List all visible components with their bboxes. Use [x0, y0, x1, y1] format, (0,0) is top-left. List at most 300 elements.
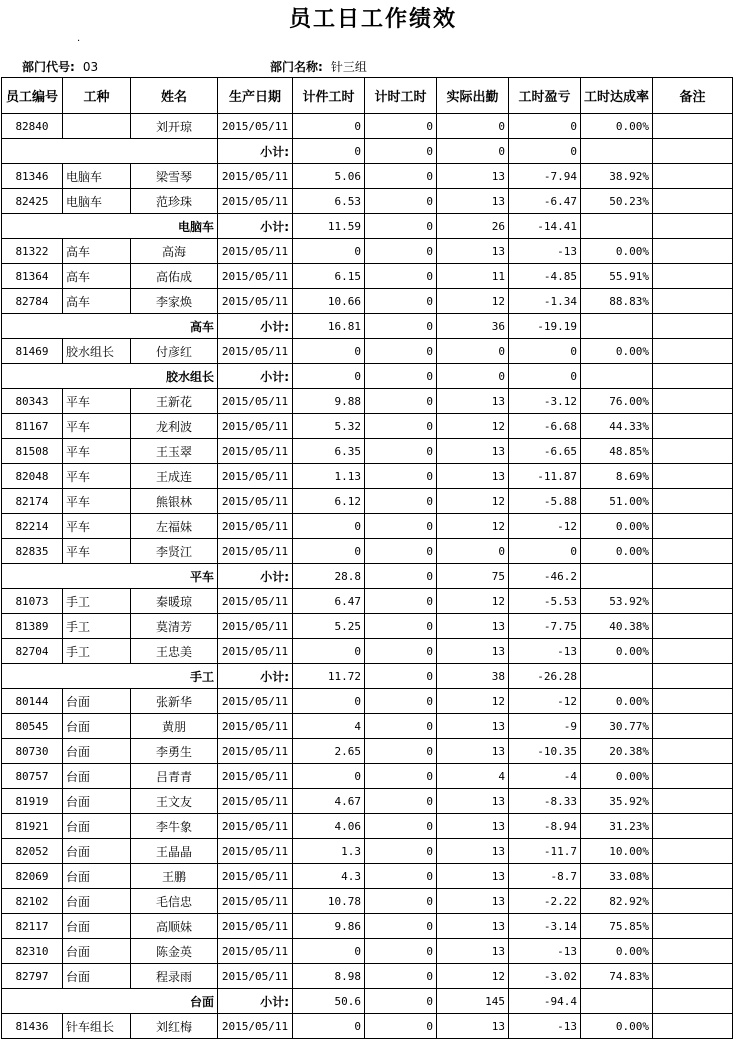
cell-employee-id: 81469 [2, 339, 63, 364]
cell-hours-variance: -13 [509, 639, 581, 664]
subtotal-piece-hours: 28.8 [293, 564, 365, 589]
table-row [2, 589, 733, 614]
performance-table [1, 77, 733, 1039]
cell-piece-hours: 6.47 [293, 589, 365, 614]
subtotal-hours-variance: -14.41 [509, 214, 581, 239]
cell-remarks [653, 964, 733, 989]
cell-attendance: 13 [437, 864, 509, 889]
cell-piece-hours: 10.66 [293, 289, 365, 314]
cell-production-date: 2015/05/11 [218, 714, 293, 739]
cell-piece-hours: 5.32 [293, 414, 365, 439]
cell-achievement-rate: 82.92% [581, 889, 653, 914]
cell-attendance: 13 [437, 889, 509, 914]
cell-achievement-rate: 10.00% [581, 839, 653, 864]
cell-hours-variance: -13 [509, 939, 581, 964]
cell-name: 程录雨 [131, 964, 218, 989]
cell-remarks [653, 864, 733, 889]
cell-production-date: 2015/05/11 [218, 614, 293, 639]
table-row [2, 639, 733, 664]
subtotal-piece-hours: 16.81 [293, 314, 365, 339]
header-row [2, 78, 733, 114]
subtotal-hours-variance: -46.2 [509, 564, 581, 589]
cell-production-date: 2015/05/11 [218, 339, 293, 364]
cell-job-type: 平车 [63, 489, 131, 514]
cell-attendance: 11 [437, 264, 509, 289]
cell-production-date: 2015/05/11 [218, 689, 293, 714]
cell-hours-variance: -8.7 [509, 864, 581, 889]
subtotal-label: 小计: [218, 564, 293, 589]
cell-job-type: 台面 [63, 914, 131, 939]
cell-employee-id: 81073 [2, 589, 63, 614]
table-row [2, 839, 733, 864]
subtotal-label: 小计: [218, 364, 293, 389]
cell-achievement-rate: 76.00% [581, 389, 653, 414]
cell-timed-hours: 0 [365, 714, 437, 739]
table-row [2, 789, 733, 814]
cell-timed-hours: 0 [365, 1014, 437, 1039]
cell-production-date: 2015/05/11 [218, 964, 293, 989]
cell-timed-hours: 0 [365, 939, 437, 964]
cell-job-type: 台面 [63, 689, 131, 714]
cell-job-type: 台面 [63, 789, 131, 814]
cell-attendance: 13 [437, 439, 509, 464]
cell-job-type: 手工 [63, 639, 131, 664]
cell-achievement-rate: 0.00% [581, 339, 653, 364]
cell-remarks [653, 614, 733, 639]
subtotal-hours-variance: 0 [509, 364, 581, 389]
cell-timed-hours: 0 [365, 114, 437, 139]
cell-name: 熊银林 [131, 489, 218, 514]
subtotal-timed-hours: 0 [365, 664, 437, 689]
cell-hours-variance: -13 [509, 1014, 581, 1039]
cell-piece-hours: 9.88 [293, 389, 365, 414]
cell-attendance: 13 [437, 914, 509, 939]
cell-achievement-rate: 44.33% [581, 414, 653, 439]
cell-name: 毛信忠 [131, 889, 218, 914]
subtotal-timed-hours: 0 [365, 139, 437, 164]
subtotal-rate-cell [581, 214, 653, 239]
cell-production-date: 2015/05/11 [218, 539, 293, 564]
cell-attendance: 13 [437, 464, 509, 489]
subtotal-row [2, 564, 733, 589]
cell-name: 黄朋 [131, 714, 218, 739]
table-row [2, 389, 733, 414]
cell-production-date: 2015/05/11 [218, 1014, 293, 1039]
cell-attendance: 13 [437, 239, 509, 264]
subtotal-rate-cell [581, 989, 653, 1014]
table-row [2, 939, 733, 964]
cell-piece-hours: 5.06 [293, 164, 365, 189]
cell-name: 吕青青 [131, 764, 218, 789]
cell-name: 王玉翠 [131, 439, 218, 464]
subtotal-piece-hours: 0 [293, 139, 365, 164]
cell-hours-variance: -1.34 [509, 289, 581, 314]
cell-remarks [653, 489, 733, 514]
cell-job-type: 高车 [63, 264, 131, 289]
cell-hours-variance: -12 [509, 689, 581, 714]
cell-attendance: 12 [437, 414, 509, 439]
cell-timed-hours: 0 [365, 389, 437, 414]
cell-name: 秦暖琼 [131, 589, 218, 614]
cell-piece-hours: 6.15 [293, 264, 365, 289]
subtotal-group-label: 电脑车 [2, 214, 218, 239]
cell-piece-hours: 2.65 [293, 739, 365, 764]
cell-piece-hours: 0 [293, 339, 365, 364]
cell-name: 张新华 [131, 689, 218, 714]
cell-production-date: 2015/05/11 [218, 589, 293, 614]
cell-name: 陈金英 [131, 939, 218, 964]
cell-attendance: 13 [437, 639, 509, 664]
cell-production-date: 2015/05/11 [218, 914, 293, 939]
cell-timed-hours: 0 [365, 289, 437, 314]
cell-timed-hours: 0 [365, 739, 437, 764]
cell-remarks [653, 814, 733, 839]
cell-production-date: 2015/05/11 [218, 739, 293, 764]
cell-attendance: 0 [437, 339, 509, 364]
cell-job-type: 台面 [63, 964, 131, 989]
table-row [2, 689, 733, 714]
cell-hours-variance: -9 [509, 714, 581, 739]
cell-hours-variance: -5.53 [509, 589, 581, 614]
cell-job-type: 电脑车 [63, 189, 131, 214]
cell-job-type: 台面 [63, 739, 131, 764]
cell-job-type: 手工 [63, 589, 131, 614]
cell-remarks [653, 789, 733, 814]
cell-timed-hours: 0 [365, 614, 437, 639]
cell-production-date: 2015/05/11 [218, 439, 293, 464]
cell-employee-id: 80757 [2, 764, 63, 789]
dept-code [22, 58, 98, 75]
table-row [2, 864, 733, 889]
cell-job-type: 平车 [63, 389, 131, 414]
subtotal-remarks-cell [653, 214, 733, 239]
cell-job-type: 台面 [63, 889, 131, 914]
table-row [2, 539, 733, 564]
cell-remarks [653, 114, 733, 139]
cell-timed-hours: 0 [365, 639, 437, 664]
cell-timed-hours: 0 [365, 764, 437, 789]
cell-production-date: 2015/05/11 [218, 889, 293, 914]
table-row [2, 614, 733, 639]
cell-achievement-rate: 30.77% [581, 714, 653, 739]
cell-employee-id: 82048 [2, 464, 63, 489]
cell-job-type: 台面 [63, 864, 131, 889]
cell-production-date: 2015/05/11 [218, 814, 293, 839]
table-row [2, 889, 733, 914]
cell-attendance: 4 [437, 764, 509, 789]
subtotal-row [2, 314, 733, 339]
dept-name-value: 针三组 [330, 60, 367, 74]
cell-employee-id: 81346 [2, 164, 63, 189]
cell-piece-hours: 0 [293, 689, 365, 714]
cell-attendance: 12 [437, 489, 509, 514]
cell-piece-hours: 0 [293, 1014, 365, 1039]
cell-piece-hours: 0 [293, 639, 365, 664]
cell-employee-id: 82069 [2, 864, 63, 889]
cell-hours-variance: -5.88 [509, 489, 581, 514]
cell-timed-hours: 0 [365, 489, 437, 514]
cell-piece-hours: 0 [293, 239, 365, 264]
cell-hours-variance: -6.47 [509, 189, 581, 214]
cell-attendance: 12 [437, 514, 509, 539]
cell-employee-id: 80343 [2, 389, 63, 414]
subtotal-remarks-cell [653, 989, 733, 1014]
subtotal-remarks-cell [653, 364, 733, 389]
cell-employee-id: 82784 [2, 289, 63, 314]
cell-remarks [653, 164, 733, 189]
cell-remarks [653, 589, 733, 614]
subtotal-attendance: 0 [437, 139, 509, 164]
subtotal-attendance: 26 [437, 214, 509, 239]
cell-attendance: 13 [437, 389, 509, 414]
cell-timed-hours: 0 [365, 239, 437, 264]
cell-piece-hours: 4.67 [293, 789, 365, 814]
cell-hours-variance: -10.35 [509, 739, 581, 764]
cell-name: 李家焕 [131, 289, 218, 314]
cell-timed-hours: 0 [365, 264, 437, 289]
cell-remarks [653, 714, 733, 739]
dept-code-value: 03 [82, 60, 99, 74]
cell-production-date: 2015/05/11 [218, 464, 293, 489]
cell-hours-variance: -3.02 [509, 964, 581, 989]
cell-production-date: 2015/05/11 [218, 639, 293, 664]
cell-name: 龙利波 [131, 414, 218, 439]
cell-timed-hours: 0 [365, 839, 437, 864]
cell-name: 刘红梅 [131, 1014, 218, 1039]
table-row [2, 439, 733, 464]
subtotal-remarks-cell [653, 664, 733, 689]
cell-hours-variance: -11.87 [509, 464, 581, 489]
cell-achievement-rate: 74.83% [581, 964, 653, 989]
dept-name-label: 部门名称: [270, 60, 323, 74]
dept-code-label: 部门代号: [22, 60, 75, 74]
cell-timed-hours: 0 [365, 464, 437, 489]
cell-achievement-rate: 0.00% [581, 764, 653, 789]
cell-piece-hours: 5.25 [293, 614, 365, 639]
cell-production-date: 2015/05/11 [218, 389, 293, 414]
cell-achievement-rate: 0.00% [581, 939, 653, 964]
cell-timed-hours: 0 [365, 439, 437, 464]
cell-achievement-rate: 33.08% [581, 864, 653, 889]
cell-name: 王新花 [131, 389, 218, 414]
cell-name: 王忠美 [131, 639, 218, 664]
cell-hours-variance: -11.7 [509, 839, 581, 864]
cell-name: 付彦红 [131, 339, 218, 364]
cell-piece-hours: 6.35 [293, 439, 365, 464]
cell-attendance: 12 [437, 289, 509, 314]
cell-hours-variance: -4 [509, 764, 581, 789]
subtotal-hours-variance: -26.28 [509, 664, 581, 689]
subtotal-timed-hours: 0 [365, 214, 437, 239]
cell-job-type: 针车组长 [63, 1014, 131, 1039]
table-row [2, 964, 733, 989]
cell-achievement-rate: 38.92% [581, 164, 653, 189]
cell-name: 王晶晶 [131, 839, 218, 864]
cell-achievement-rate: 50.23% [581, 189, 653, 214]
cell-achievement-rate: 8.69% [581, 464, 653, 489]
subtotal-timed-hours: 0 [365, 314, 437, 339]
header-achievement-rate: 工时达成率 [581, 78, 653, 114]
cell-employee-id: 81508 [2, 439, 63, 464]
subtotal-row [2, 664, 733, 689]
header-hours-variance: 工时盈亏 [509, 78, 581, 114]
cell-hours-variance: -7.94 [509, 164, 581, 189]
cell-piece-hours: 8.98 [293, 964, 365, 989]
cell-name: 高海 [131, 239, 218, 264]
cell-piece-hours: 4 [293, 714, 365, 739]
cell-employee-id: 82174 [2, 489, 63, 514]
cell-timed-hours: 0 [365, 164, 437, 189]
cell-attendance: 13 [437, 814, 509, 839]
cell-name: 王成连 [131, 464, 218, 489]
cell-timed-hours: 0 [365, 539, 437, 564]
cell-remarks [653, 414, 733, 439]
cell-remarks [653, 889, 733, 914]
cell-employee-id: 82840 [2, 114, 63, 139]
cell-employee-id: 81919 [2, 789, 63, 814]
subtotal-label: 小计: [218, 214, 293, 239]
subtotal-piece-hours: 11.59 [293, 214, 365, 239]
cell-name: 莫清芳 [131, 614, 218, 639]
table-row [2, 764, 733, 789]
cell-piece-hours: 6.53 [293, 189, 365, 214]
cell-piece-hours: 0 [293, 764, 365, 789]
subtotal-hours-variance: 0 [509, 139, 581, 164]
table-row [2, 264, 733, 289]
cell-remarks [653, 839, 733, 864]
cell-piece-hours: 0 [293, 939, 365, 964]
cell-piece-hours: 0 [293, 114, 365, 139]
cell-name: 王文友 [131, 789, 218, 814]
header-job-type: 工种 [63, 78, 131, 114]
subtotal-rate-cell [581, 664, 653, 689]
cell-attendance: 13 [437, 789, 509, 814]
subtotal-remarks-cell [653, 139, 733, 164]
cell-piece-hours: 0 [293, 539, 365, 564]
subtotal-timed-hours: 0 [365, 564, 437, 589]
subtotal-hours-variance: -19.19 [509, 314, 581, 339]
header-production-date: 生产日期 [218, 78, 293, 114]
cell-remarks [653, 389, 733, 414]
subtotal-hours-variance: -94.4 [509, 989, 581, 1014]
subtotal-label: 小计: [218, 664, 293, 689]
cell-attendance: 13 [437, 164, 509, 189]
cell-job-type: 台面 [63, 764, 131, 789]
cell-hours-variance: 0 [509, 339, 581, 364]
cell-hours-variance: -6.65 [509, 439, 581, 464]
cell-production-date: 2015/05/11 [218, 289, 293, 314]
cell-attendance: 13 [437, 1014, 509, 1039]
cell-achievement-rate: 0.00% [581, 639, 653, 664]
cell-achievement-rate: 53.92% [581, 589, 653, 614]
cell-job-type: 胶水组长 [63, 339, 131, 364]
cell-remarks [653, 339, 733, 364]
cell-production-date: 2015/05/11 [218, 189, 293, 214]
table-row [2, 414, 733, 439]
cell-name: 左福妹 [131, 514, 218, 539]
header-remarks: 备注 [653, 78, 733, 114]
cell-remarks [653, 264, 733, 289]
cell-timed-hours: 0 [365, 964, 437, 989]
subtotal-row [2, 139, 733, 164]
header-employee-id: 员工编号 [2, 78, 63, 114]
cell-employee-id: 82425 [2, 189, 63, 214]
cell-hours-variance: -3.12 [509, 389, 581, 414]
cell-attendance: 13 [437, 189, 509, 214]
cell-timed-hours: 0 [365, 414, 437, 439]
table-row [2, 239, 733, 264]
table-row [2, 714, 733, 739]
subtotal-group-label: 胶水组长 [2, 364, 218, 389]
cell-name: 梁雪琴 [131, 164, 218, 189]
cell-job-type: 平车 [63, 439, 131, 464]
header-actual-attendance: 实际出勤 [437, 78, 509, 114]
cell-remarks [653, 689, 733, 714]
cell-achievement-rate: 88.83% [581, 289, 653, 314]
cell-hours-variance: -12 [509, 514, 581, 539]
cell-employee-id: 82214 [2, 514, 63, 539]
cell-job-type: 手工 [63, 614, 131, 639]
cell-production-date: 2015/05/11 [218, 839, 293, 864]
cell-achievement-rate: 20.38% [581, 739, 653, 764]
cell-piece-hours: 0 [293, 514, 365, 539]
table-row [2, 1014, 733, 1039]
cell-achievement-rate: 51.00% [581, 489, 653, 514]
cell-remarks [653, 464, 733, 489]
cell-piece-hours: 4.06 [293, 814, 365, 839]
cell-hours-variance: -3.14 [509, 914, 581, 939]
cell-remarks [653, 1014, 733, 1039]
subtotal-row [2, 989, 733, 1014]
cell-hours-variance: -6.68 [509, 414, 581, 439]
subtotal-rate-cell [581, 564, 653, 589]
cell-hours-variance: 0 [509, 539, 581, 564]
subtotal-rate-cell [581, 364, 653, 389]
subtotal-group-label: 平车 [2, 564, 218, 589]
cell-production-date: 2015/05/11 [218, 239, 293, 264]
cell-attendance: 13 [437, 939, 509, 964]
cell-piece-hours: 1.3 [293, 839, 365, 864]
dept-name [270, 58, 367, 75]
cell-job-type: 平车 [63, 539, 131, 564]
cell-achievement-rate: 0.00% [581, 239, 653, 264]
cell-employee-id: 82704 [2, 639, 63, 664]
cell-achievement-rate: 75.85% [581, 914, 653, 939]
cell-piece-hours: 6.12 [293, 489, 365, 514]
cell-production-date: 2015/05/11 [218, 764, 293, 789]
cell-employee-id: 81364 [2, 264, 63, 289]
subtotal-piece-hours: 50.6 [293, 989, 365, 1014]
subtotal-timed-hours: 0 [365, 989, 437, 1014]
table-row [2, 114, 733, 139]
table-row [2, 514, 733, 539]
cell-attendance: 13 [437, 839, 509, 864]
subtotal-remarks-cell [653, 564, 733, 589]
table-row [2, 464, 733, 489]
cell-timed-hours: 0 [365, 914, 437, 939]
cell-production-date: 2015/05/11 [218, 789, 293, 814]
subtotal-attendance: 75 [437, 564, 509, 589]
cell-attendance: 0 [437, 539, 509, 564]
cell-production-date: 2015/05/11 [218, 164, 293, 189]
subtotal-remarks-cell [653, 314, 733, 339]
subtotal-group-label [2, 139, 218, 164]
stray-dot: . [77, 33, 81, 44]
cell-job-type: 高车 [63, 289, 131, 314]
cell-employee-id: 82797 [2, 964, 63, 989]
cell-timed-hours: 0 [365, 339, 437, 364]
subtotal-label: 小计: [218, 139, 293, 164]
